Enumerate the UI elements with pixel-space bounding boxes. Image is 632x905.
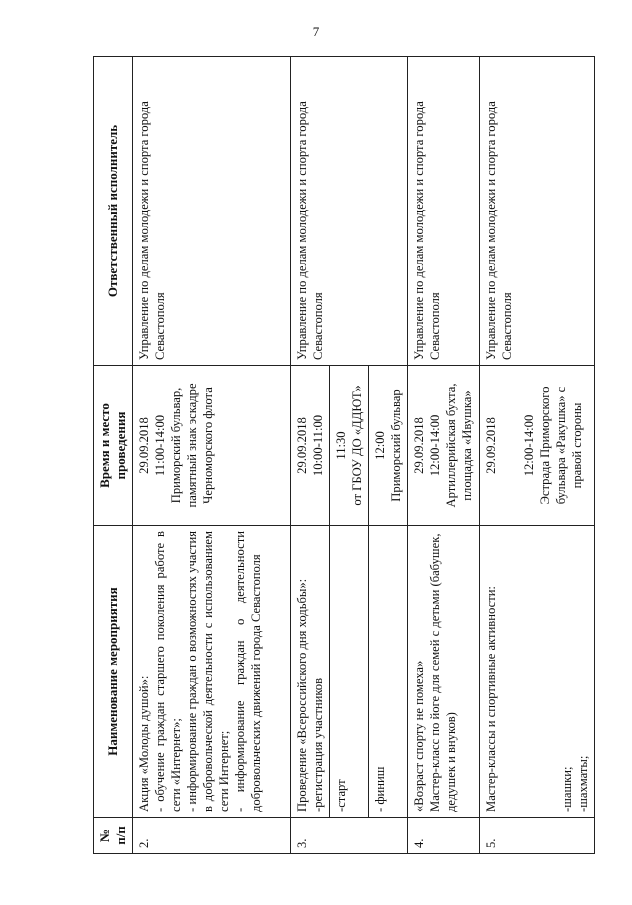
responsible-executor: Управление по делам молодежи и спорта города Севастополя (480, 57, 595, 366)
event-place: Эстрада Приморского бульвара «Ракушка» с правой стороны (538, 386, 584, 505)
event-date: 29.09.2018 (137, 417, 151, 474)
responsible-executor: Управление по делам молодежи и спорта города Севастополя (291, 57, 408, 366)
table-row (480, 57, 595, 854)
event-place: от ГБОУ ДО «ДДЮТ» (350, 385, 364, 506)
event-date: 29.09.2018 (484, 417, 498, 474)
event-time-place (480, 366, 595, 526)
spacer (499, 531, 559, 812)
event-name-line: Мастер-классы и спортивные активности: (484, 586, 498, 812)
event-name-line: - обучение граждан старшего поколения работе в сети «Интернет»; (153, 531, 183, 812)
row-number: 4. (408, 818, 480, 854)
col-header-responsible: Ответственный исполнитель (94, 57, 133, 366)
event-time-place (133, 366, 291, 526)
table-row (291, 57, 330, 854)
row-number: 5. (480, 818, 595, 854)
events-table (93, 56, 595, 854)
responsible-executor: Управление по делам молодежи и спорта города Севастополя (133, 57, 291, 366)
event-name-line: Акция «Молоды душой»: (137, 675, 151, 812)
rotated-table-container (93, 57, 590, 854)
col-header-time: Время и место проведения (94, 366, 133, 526)
event-hours: 12:00 (373, 431, 387, 460)
event-time-place (330, 366, 369, 526)
spacer (499, 371, 521, 520)
event-place: Приморский бульвар (389, 389, 403, 502)
event-name (133, 526, 291, 818)
event-name: Проведение «Всероссийского дня ходьбы»: -регистрация участников (291, 526, 330, 818)
page-number: 7 (312, 24, 320, 39)
event-name-line: «Возраст спорту не помеха» (412, 660, 426, 812)
event-name-line: -шашки; (560, 766, 574, 812)
event-name (408, 526, 480, 818)
event-hours: 11:30 (334, 431, 348, 460)
event-place: Приморский бульвар, памятный знак эскадре Черноморского флота (169, 383, 215, 508)
event-place: Артиллерийская бухта, площадка «Ивушка» (444, 383, 474, 508)
responsible-executor: Управление по делам молодежи и спорта города Севастополя (408, 57, 480, 366)
row-number: 2. (133, 818, 291, 854)
event-name-line: -шахматы; (576, 755, 590, 812)
event-name-line: - информирование граждан о деятельности добровольческих движений города Севастополя (233, 531, 263, 812)
event-step: - финиш (369, 526, 408, 818)
col-header-name: Наименование мероприятия (94, 526, 133, 818)
table-header-row (94, 57, 133, 854)
col-header-num: № п/п (94, 818, 133, 854)
event-hours: 10:00-11:00 (311, 414, 325, 477)
event-time-place (369, 366, 408, 526)
table-row (133, 57, 291, 854)
event-name (480, 526, 595, 818)
event-time-place (408, 366, 480, 526)
row-number: 3. (291, 818, 408, 854)
event-hours: 12:00-14:00 (428, 414, 442, 477)
event-hours: 12:00-14:00 (522, 414, 536, 477)
event-date: 29.09.2018 (412, 417, 426, 474)
event-hours: 11:00-14:00 (153, 414, 167, 477)
event-name-line: - информирование граждан о возможностях участия в добровольческой деятельности с использованием сети Интернет; (185, 531, 231, 812)
event-date: 29.09.2018 (295, 417, 309, 474)
event-time-place (291, 366, 330, 526)
event-name-line: Мастер-класс по йоге для семей с детьми (бабушек, дедушек и внуков) (428, 533, 458, 812)
event-step: -старт (330, 526, 369, 818)
table-row (408, 57, 480, 854)
